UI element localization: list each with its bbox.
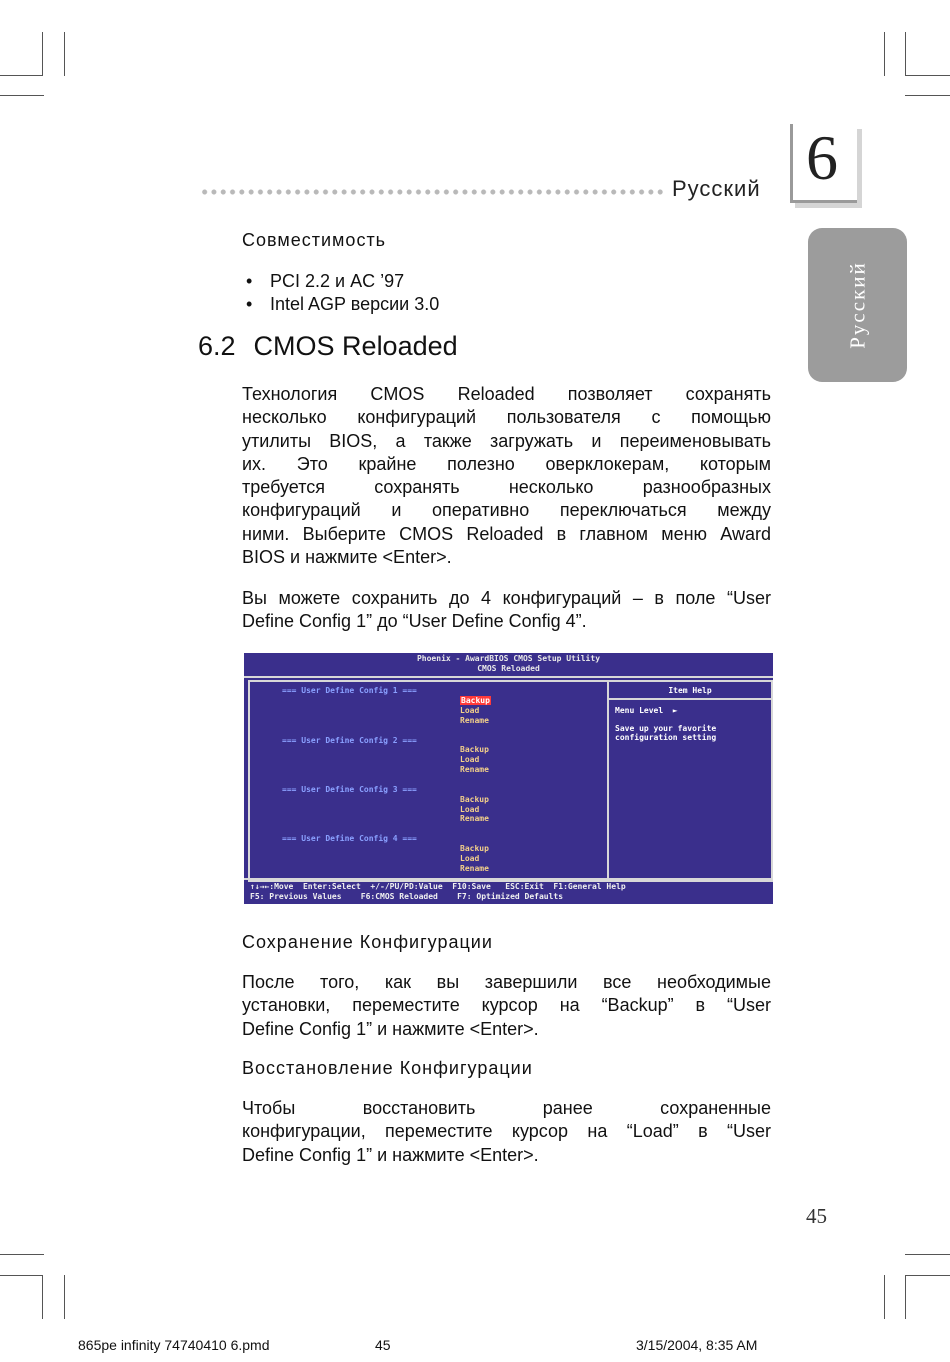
- crop-mark: [884, 32, 885, 76]
- bios-separator: [244, 676, 773, 678]
- bios-keys-line: ↑↓→←:Move Enter:Select +/-/PU/PD:Value F10:Save ESC:Exit F1:General Help: [250, 882, 626, 891]
- header-dotted-rule: [200, 188, 666, 196]
- crop-mark: [905, 32, 906, 76]
- text-line: После того, как вы завершили все необходимые: [242, 972, 771, 992]
- section-number: 6.2: [198, 331, 236, 361]
- bios-option-load[interactable]: Load: [460, 755, 480, 764]
- text-line: ними. Выберите CMOS Reloaded в главном меню Award: [242, 523, 771, 544]
- item-help-separator: [609, 698, 771, 700]
- text-line: их. Это крайне полезно оверклокерам, которым: [242, 453, 771, 474]
- bios-option-backup[interactable]: Backup: [460, 795, 489, 804]
- bios-separator: [244, 878, 773, 880]
- config-heading: === User Define Config 4 ===: [282, 834, 417, 843]
- text-line: Define Config 1” и нажмите <Enter>.: [242, 1018, 539, 1039]
- footer-filename: 865pe infinity 74740410 6.pmd: [78, 1337, 270, 1353]
- text-line: Вы можете сохранить до 4 конфигураций – в поле “User: [242, 588, 771, 608]
- save-config-paragraph: [242, 971, 771, 1041]
- intro-paragraph: [242, 383, 771, 569]
- text-line: BIOS и нажмите <Enter>.: [242, 547, 452, 568]
- footer-page: 45: [375, 1337, 391, 1353]
- text-line: конфигураций и оперативно переключаться между: [242, 500, 771, 521]
- text-line: требуется сохранять несколько разнообразных: [242, 477, 771, 498]
- crop-mark: [884, 1275, 885, 1319]
- config-heading: === User Define Config 2 ===: [282, 736, 417, 745]
- save-config-heading: Сохранение Конфигурации: [242, 932, 493, 952]
- crop-mark: [905, 95, 950, 96]
- bios-option-backup[interactable]: Backup: [460, 844, 489, 853]
- bios-keys-line: F5: Previous Values F6:CMOS Reloaded F7: Optimized Defaults: [250, 892, 564, 901]
- crop-mark: [42, 1275, 43, 1319]
- help-text: Save up your favorite: [615, 724, 717, 733]
- crop-mark: [0, 1275, 42, 1276]
- bios-option-rename[interactable]: Rename: [460, 864, 489, 873]
- bios-option-load[interactable]: Load: [460, 854, 480, 863]
- crop-mark: [905, 75, 950, 76]
- crop-mark: [64, 1275, 65, 1319]
- help-text: configuration setting: [615, 733, 717, 742]
- bios-option-rename[interactable]: Rename: [460, 814, 489, 823]
- crop-mark: [0, 1254, 44, 1255]
- text-line: несколько конфигураций пользователя с помощью: [242, 407, 771, 428]
- bullet-icon: •: [246, 294, 253, 314]
- bios-option-backup[interactable]: Backup: [461, 696, 490, 705]
- bios-option-load[interactable]: Load: [460, 706, 480, 715]
- bios-item-help-panel: [607, 680, 773, 882]
- menu-level-text: Menu Level ►: [615, 706, 678, 715]
- bios-option-backup[interactable]: Backup: [460, 745, 489, 754]
- bios-screenshot: [244, 653, 773, 904]
- section-title: CMOS Reloaded: [253, 331, 458, 361]
- text-line: Чтобы восстановить ранее сохраненные: [242, 1098, 771, 1118]
- chapter-number: 6: [806, 122, 838, 193]
- footer-date: 3/15/2004, 8:35 AM: [636, 1337, 758, 1353]
- bios-option-rename[interactable]: Rename: [460, 765, 489, 774]
- text-line: Технология CMOS Reloaded позволяет сохранять: [242, 384, 771, 404]
- crop-mark: [905, 1275, 906, 1319]
- restore-config-heading: Восстановление Конфигурации: [242, 1058, 533, 1078]
- section-heading: [198, 331, 458, 362]
- page-number: 45: [806, 1204, 827, 1228]
- bios-option-rename[interactable]: Rename: [460, 716, 489, 725]
- crop-mark: [0, 75, 42, 76]
- text-line: утилиты BIOS, а также загружать и переименовывать: [242, 430, 771, 451]
- bullet-icon: •: [246, 271, 253, 291]
- config-heading: === User Define Config 3 ===: [282, 785, 417, 794]
- crop-mark: [64, 32, 65, 76]
- bios-option-load[interactable]: Load: [460, 805, 480, 814]
- side-tab-label: Русский: [845, 261, 869, 349]
- crop-mark: [905, 1275, 950, 1276]
- bios-config-pane: [248, 680, 607, 882]
- crop-mark: [42, 32, 43, 76]
- compat-item: Intel AGP версии 3.0: [270, 294, 440, 314]
- compat-item: PCI 2.2 и AC ’97: [270, 271, 405, 291]
- text-line: Define Config 1” до “User Define Config 4”.: [242, 611, 587, 632]
- compat-heading: Совместимость: [242, 230, 387, 250]
- save-paragraph: [242, 587, 771, 634]
- text-line: установки, переместите курсор на “Backup” в “User: [242, 995, 771, 1016]
- side-language-tab: [808, 228, 907, 382]
- bios-title: [244, 654, 773, 674]
- item-help-heading: Item Help: [668, 686, 712, 695]
- crop-mark: [0, 95, 44, 96]
- header-language-label: Русский: [672, 176, 761, 201]
- config-heading: === User Define Config 1 ===: [282, 686, 417, 695]
- text-line: конфигурации, переместите курсор на “Load” в “User: [242, 1121, 771, 1142]
- crop-mark: [905, 1254, 950, 1255]
- bios-title-line: Phoenix - AwardBIOS CMOS Setup Utility: [416, 654, 601, 663]
- bios-title-line: CMOS Reloaded: [477, 664, 540, 673]
- text-line: Define Config 1” и нажмите <Enter>.: [242, 1144, 539, 1165]
- restore-config-paragraph: [242, 1097, 771, 1167]
